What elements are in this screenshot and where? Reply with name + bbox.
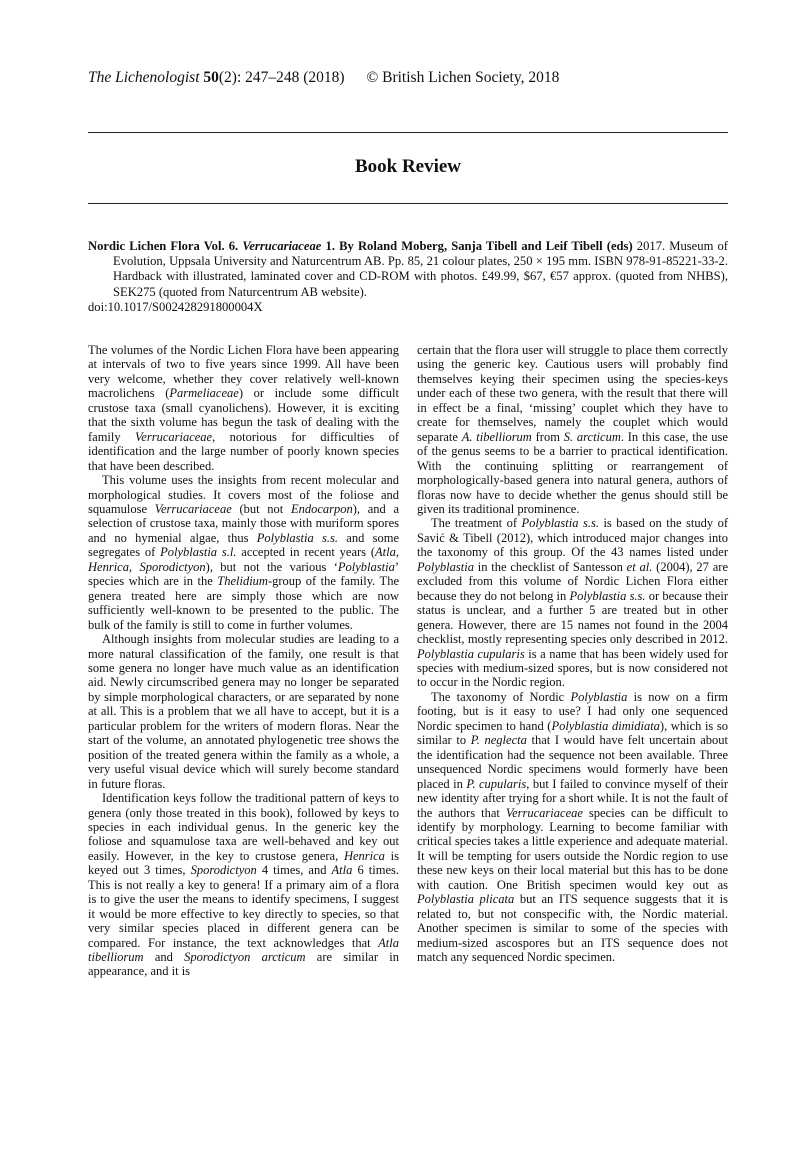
book-title-authors: 1. By Roland Moberg, Sanja Tibell and Leif Tibell (eds) [321,239,633,253]
paragraph-1: The volumes of the Nordic Lichen Flora have been appearing at intervals of two to five years since 1999. All have been very welcome, whether they cover relatively well-known macrolichens (Parmeliaceae) or include some difficult crustose taxa (small cyanolichens). However, it is exciting that the sixth volume has begun the task of dealing with the family Verrucariaceae, notorious for difficulties of identification and the large number of poorly known species that have been described. [88,343,399,473]
paragraph-4: Identification keys follow the traditional pattern of keys to genera (only those treated in this book), followed by keys to species in each individual genus. In the generic key the foliose and squamulose taxa are well-behaved and key out easily. However, in the key to crustose genera, Henrica is keyed out 3 times, Sporodictyon 4 times, and Atla 6 times. This is not really a key to genera! If a primary aim of a flora is to give the user the means to identify specimens, I suggest it would be more effective to key directly to species, so that very similar species placed in different genera can be compared. For instance, the text acknowledges that Atla tibelliorum and Sporodictyon arcticum are similar in appearance, and it is [88,791,399,979]
book-details: 2017. Museum of Evolution, Uppsala University and Naturcentrum AB. Pp. 85, 21 colour plates, 250 × 195 mm. ISBN 978-91-85221-33-2. Hardback with illustrated, laminated cover and CD-ROM with photos. £49.99, $67, €57 approx. (quoted from NHBS), SEK275 (quoted from Naturcentrum AB website). [113,239,728,299]
book-title [88,239,633,253]
paragraph-3: Although insights from molecular studies are leading to a more natural classification of the family, one result is that some genera no longer have much value as an identification aid. Newly circumscribed genera may no longer be separated by simple morphological characters, or are separated by none at all. This is a problem that we all have to accept, but it is a particular problem for the writers of modern floras. Near the start of the volume, an annotated phylogenetic tree shows the position of the treated genera within the family as a whole, a very useful visual device which will surely become standard in future floras. [88,632,399,791]
book-title-family: Verrucariaceae [242,239,322,253]
bottom-rule [88,203,728,204]
left-column [88,343,399,979]
journal-issue-pages: (2): 247–248 (2018) [218,69,345,86]
journal-name: The Lichenologist [88,69,200,86]
section-title: Book Review [354,156,462,177]
paragraph-6: The taxonomy of Nordic Polyblastia is now on a firm footing, but is it easy to use? I had only one sequenced Nordic specimen to hand (Polyblastia dimidiata), which is so similar to P. neglecta that I would have felt uncertain about the identification had the sequence not been available. Three unsequenced Nordic specimens would formerly have been placed in P. cupularis, but I failed to convince myself of their new identity after trying for a short while. It is not the fault of the authors that Verrucariaceae species can be difficult to identify by morphology. Learning to become familiar with critical species takes a little experience and adequate material. It will be tempting for users outside the Nordic region to use these new keys on their local material but this has to be done with caution. One British specimen would key out as Polyblastia plicata but an ITS sequence suggests that it is related to, but not conspecific with, the Nordic material. Another specimen is similar to some of the species with medium-sized ascospores but an ITS sequence does not match any sequenced Nordic specimen. [417,689,729,965]
paragraph-4-continued: certain that the flora user will struggle to place them correctly using the generic key. Cautious users will probably find themselves keying their specimen using the species-keys under each of these two genera, with the result that there will in effect be a final, ‘missing’ couplet which they have to create for themselves, namely the couplet which would separate A. tibelliorum from S. arcticum. In this case, the use of the genus seems to be a barrier to practical identification. With the continuing splitting or rearrangement of morphologically-based genera into natural genera, authors of floras now have to decide whether the genus should still be given its traditional prominence. [417,343,728,516]
right-column [417,343,728,964]
copyright-notice: © British Lichen Society, 2018 [366,69,560,86]
book-title-prefix: Nordic Lichen Flora Vol. 6. [88,239,243,253]
book-doi: doi:10.1017/S002428291800004X [88,299,263,314]
top-rule [88,132,728,133]
book-citation [88,239,728,315]
running-header [88,68,728,88]
journal-volume: 50 [203,69,219,86]
paragraph-2: This volume uses the insights from recent molecular and morphological studies. It covers most of the foliose and squamulose Verrucariaceae (but not Endocarpon), and a selection of crustose taxa, mainly those with muriform spores and no hymenial algae, thus Polyblastia s.s. and some segregates of Polyblastia s.l. accepted in recent years (Atla, Henrica, Sporodictyon), but not the various ‘Polyblastia’ species which are in the Thelidium-group of the family. The genera treated here are simply those which are now sufficiently well-known to be presented to the public. The bulk of the family is still to come in further volumes. [88,473,400,632]
paragraph-5: The treatment of Polyblastia s.s. is based on the study of Savić & Tibell (2012), which introduced major changes into the taxonomy of this group. Of the 43 names listed under Polyblastia in the checklist of Santesson et al. (2004), 27 are excluded from this volume of Nordic Lichen Flora either because they do not belong in Polyblastia s.s. or because their status is unclear, and a further 5 are treated but in other genera. However, there are 15 names not found in the 2004 checklist, mostly representing species only described in 2012. Polyblastia cupularis is a name that has been widely used for species with medium-sized spores, but is now considered not to occur in the Nordic region. [417,516,728,690]
